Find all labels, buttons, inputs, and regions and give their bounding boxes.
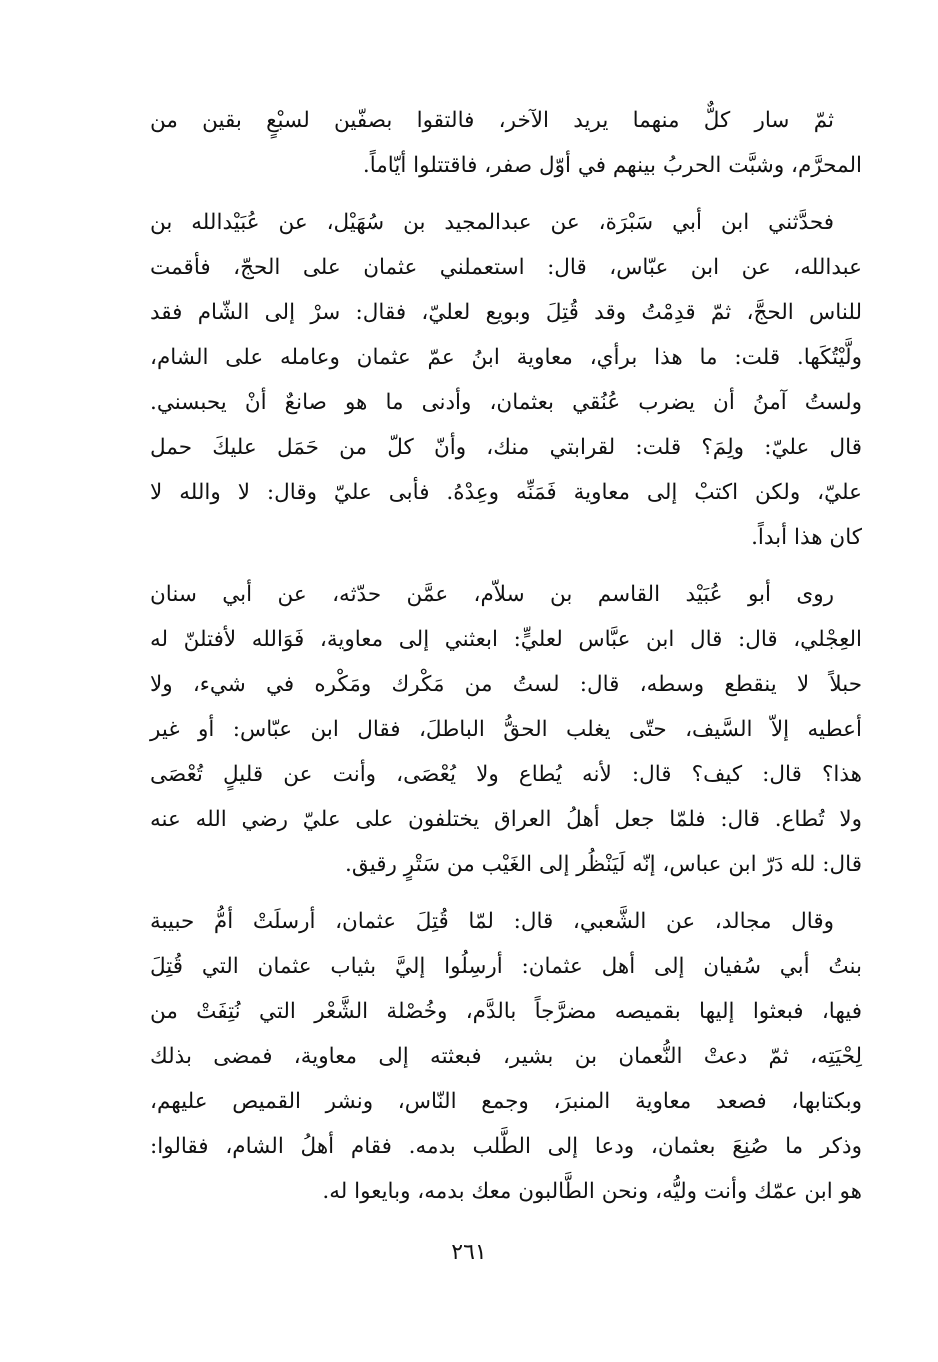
text-line: ولَّيْتُكَها. قلت: ما هذا برأي، معاوية ابنُ عمّ عثمان وعامله على الشام، bbox=[150, 345, 862, 370]
page-number: ٢٦١ bbox=[451, 1240, 487, 1265]
text-line: ولستُ آمنُ أن يضرب عُنُقي بعثمان، وأدنى ما هو صانعٌ أنْ يحبسني. bbox=[150, 390, 862, 415]
text-line: قال عليّ: ولِمَ؟ قلت: لقرابتي منك، وأنّ كلّ من حَمَل عليكَ حمل bbox=[150, 435, 862, 460]
text-line: وقال مجالد، عن الشَّعبي، قال: لمّا قُتِلَ عثمان، أرسلَتْ أمُّ حبيبة bbox=[150, 909, 834, 934]
body-text bbox=[150, 98, 862, 1226]
text-line: فيها، فبعثوا إليها بقميصه مضرَّجاً بالدَّم، وخُصْلة الشَّعْر التي نُتِفَتْ من bbox=[150, 999, 862, 1024]
text-line: أعطيه إلاّ السَّيف، حتّى يغلب الحقُّ الباطلَ، فقال ابن عبّاس: أو غير bbox=[150, 717, 862, 742]
text-line: روى أبو عُبَيْد القاسم بن سلاّم، عمَّن حدّثه، عن أبي سنان bbox=[150, 582, 834, 607]
text-line: ثمّ سار كلٌّ منهما يريد الآخر، فالتقوا بصفّين لسبْعٍ بقين من bbox=[150, 108, 834, 133]
text-line: فحدَّثني ابن أبي سَبْرَة، عن عبدالمجيد بن سُهَيْل، عن عُبَيْدالله بن bbox=[150, 210, 834, 235]
text-line: لِحْيَتِه، ثمّ دعتْ النُّعمان بن بشير، فبعثته إلى معاوية، فمضى بذلك bbox=[150, 1044, 862, 1069]
text-line: وبكتابها، فصعد معاوية المنبرَ، وجمع النّاس، ونشر القميص عليهم، bbox=[150, 1089, 862, 1114]
text-line: قال: لله دَرّ ابن عباس، إنّه لَيَنْظُر إلى الغَيْب من سَتْرٍ رقيق. bbox=[344, 852, 862, 877]
text-line: بنتُ أبي سُفيان إلى أهل عثمان: أرسِلُوا إليَّ بثياب عثمان التي قُتِلَ bbox=[150, 954, 862, 979]
text-line: وذكر ما صُنِعَ بعثمان، ودعا إلى الطَّلب بدمه. فقام أهلُ الشام، فقالوا: bbox=[150, 1134, 862, 1159]
text-line: العِجْلي، قال: قال ابن عبَّاس لعليٍّ: ابعثني إلى معاوية، فَوَالله لأفتلنّ له bbox=[150, 627, 862, 652]
paragraph-2 bbox=[150, 200, 862, 560]
text-line: المحرَّم، وشبَّت الحربُ بينهم في أوّل صفر، فاقتتلوا أيّاماً. bbox=[362, 153, 862, 178]
text-line: هو ابن عمّك وأنت وليُّه، ونحن الطَّالبون معك بدمه، وبايعوا له. bbox=[322, 1179, 862, 1204]
text-line: هذا؟ قال: كيف؟ قال: لأنه يُطاع ولا يُعْصَى، وأنت عن قليلٍ تُعْصَى bbox=[150, 762, 862, 787]
paragraph-3 bbox=[150, 572, 862, 887]
text-line: عبدالله، عن ابن عبّاس، قال: استعملني عثمان على الحجّ، فأقمت bbox=[150, 255, 862, 280]
paragraph-4 bbox=[150, 899, 862, 1214]
text-line: حبلاً لا ينقطع وسطه، قال: لستُ من مَكْرك ومَكْره في شيء، ولا bbox=[150, 672, 862, 697]
text-line: للناس الحجَّ، ثمّ قدِمْتُ وقد قُتِلَ وبويع لعليّ، فقال: سرْ إلى الشّام فقد bbox=[150, 300, 862, 325]
text-line: كان هذا أبداً. bbox=[751, 525, 862, 550]
paragraph-1 bbox=[150, 98, 862, 188]
text-line: ولا تُطاع. قال: فلمّا جعل أهلُ العراق يختلفون على عليّ رضي الله عنه bbox=[150, 807, 862, 832]
text-line: عليّ، ولكن اكتبْ إلى معاوية فَمَنِّه وعِدْهُ. فأبى عليّ وقال: لا والله لا bbox=[150, 480, 862, 505]
